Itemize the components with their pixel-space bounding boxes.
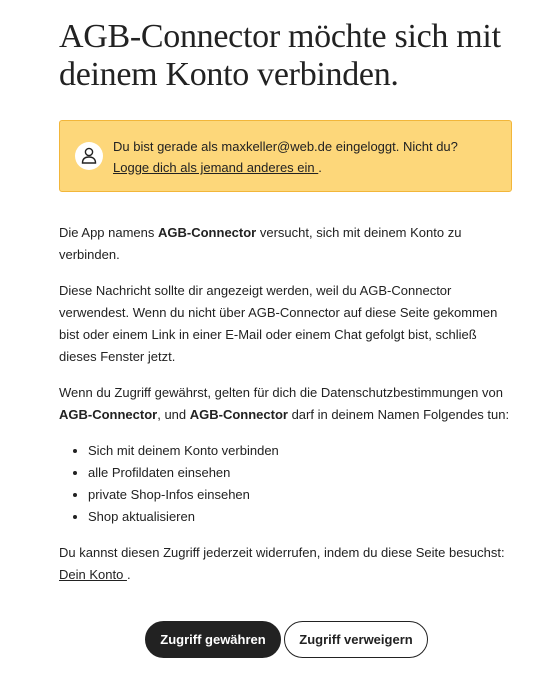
- permission-item: • alle Profildaten einsehen: [88, 462, 514, 484]
- oauth-consent-page: [59, 0, 514, 647]
- deny-access-button[interactable]: Zugriff verweigern: [284, 621, 428, 658]
- warning-paragraph: Diese Nachricht sollte dir angezeigt werden, weil du AGB-Connector verwendest. Wenn du nicht über AGB-Connector auf diese Seite gekommen bist oder einem Link in einer E-Mail oder einem Chat gefolgt bist, schließ dieses Fenster jetzt.: [59, 283, 498, 364]
- switch-account-link[interactable]: Logge dich als jemand anderes ein: [113, 160, 319, 175]
- permission-item: • private Shop-Infos einsehen: [88, 484, 514, 506]
- intro-text-end: versucht, sich mit deinem Konto zu verbinden.: [59, 225, 462, 262]
- revoke-text: Du kannst diesen Zugriff jederzeit widerrufen, indem du diese Seite besuchst:: [59, 545, 505, 560]
- app-name: AGB-Connector: [59, 407, 158, 422]
- notice-text: Du bist gerade als maxkeller@web.de eingeloggt. Nicht du?: [113, 139, 458, 154]
- action-buttons: [145, 621, 428, 658]
- account-link[interactable]: Dein Konto: [59, 567, 127, 582]
- intro-text: Die App namens: [59, 225, 159, 240]
- app-intro-paragraph: [59, 222, 514, 266]
- privacy-text-mid: , und: [157, 407, 190, 422]
- privacy-text: Wenn du Zugriff gewährst, gelten für dich die Datenschutzbestimmungen von: [59, 385, 503, 400]
- permission-item: • Shop aktualisieren: [88, 506, 514, 528]
- privacy-text-end: darf in deinem Namen Folgendes tun:: [287, 407, 510, 422]
- privacy-paragraph: [59, 382, 514, 426]
- grant-access-button[interactable]: Zugriff gewähren: [145, 621, 281, 658]
- notice-message: [113, 136, 503, 178]
- revoke-period: .: [126, 567, 131, 582]
- app-name: AGB-Connector: [189, 407, 288, 422]
- permission-list: [59, 440, 514, 528]
- user-icon: [75, 142, 103, 170]
- consent-body: [59, 222, 514, 600]
- page-title: AGB-Connector möchte sich mit deinem Konto verbinden.: [59, 18, 501, 93]
- logged-in-notice: [59, 120, 512, 192]
- revoke-paragraph: [59, 542, 514, 586]
- notice-period: .: [318, 160, 322, 175]
- permission-item: • Sich mit deinem Konto verbinden: [88, 440, 514, 462]
- app-name: AGB-Connector: [158, 225, 257, 240]
